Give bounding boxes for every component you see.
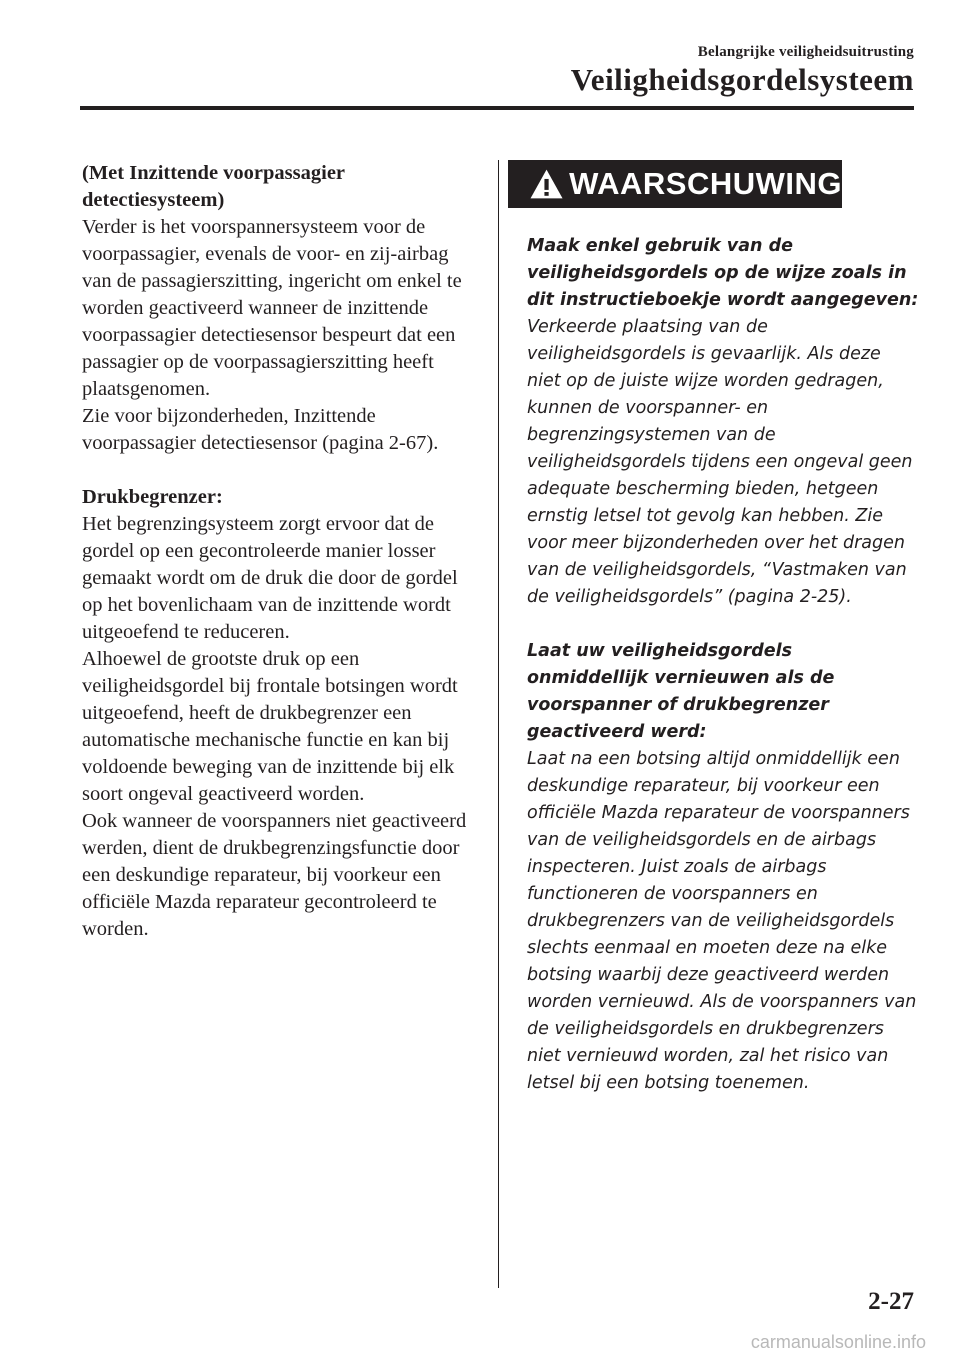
warning-label: WAARSCHUWING — [569, 166, 842, 201]
paragraph: Zie voor bijzonderheden, Inzittende voorpassagier detectiesensor (pagina 2-67). — [82, 405, 439, 454]
paragraph: Verder is het voorspannersysteem voor de voorpassagier, evenals de voor- en zij-airbag van de passagierszitting, ingericht om enkel te worden geactiveerd wanneer de inzittende voorpassagier detectiesensor bespeurt dat een passagier op de voorpassagierszitting heeft plaatsgenomen. — [82, 216, 462, 400]
paragraph: Ook wanneer de voorspanners niet geactiveerd werden, dient de drukbegrenzingsfunctie door een deskundige reparateur, bij voorkeur een officiële Mazda reparateur gecontroleerd te worden. — [82, 810, 467, 940]
warning-banner — [508, 160, 842, 208]
paragraph: Alhoewel de grootste druk op een veiligheidsgordel bij frontale botsingen wordt uitgeoefend, heeft de drukbegrenzer een automatische mechanische functie en kan bij voldoende beweging van de inzittende bij elk soort ongeval geactiveerd worden. — [82, 648, 458, 805]
warning-bold-text: Laat uw veiligheidsgordels onmiddellijk vernieuwen als de voorspanner of drukbegrenzer geactiveerd werd: — [527, 641, 835, 742]
warning-text: Laat na een botsing altijd onmiddellijk een deskundige reparateur, bij voorkeur een officiële Mazda reparateur de voorspanners van de veiligheidsgordels en de airbags inspecteren. Juist zoals de airbags functioneren de voorspanners en drukbegrenzers van de veiligheidsgordels slechts eenmaal en moeten deze na elke botsing waarbij deze geactiveerd werden worden vernieuwd. Als de voorspanners van de veiligheidsgordels en drukbegrenzers niet vernieuwd worden, zal het risico van letsel bij een botsing toenemen. — [527, 749, 917, 1093]
warning-content — [527, 233, 919, 1097]
subheading-passenger-detection: (Met Inzittende voorpassagier detectiesysteem) — [82, 162, 345, 211]
page-number: 2-27 — [868, 1288, 914, 1315]
warning-text: Verkeerde plaatsing van de veiligheidsgordels is gevaarlijk. Als deze niet op de juiste wijze worden gedragen, kunnen de voorspanner- en begrenzingsystemen van de veiligheidsgordels tijdens een ongeval geen adequate bescherming bieden, hetgeen ernstig letsel tot gevolg kan hebben. Zie voor meer bijzonderheden over het dragen van de veiligheidsgordels, “Vastmaken van de veiligheidsgordels” (pagina 2-25). — [527, 317, 913, 607]
subheading-load-limiter: Drukbegrenzer: — [82, 486, 223, 508]
warning-bold-text: Maak enkel gebruik van de veiligheidsgordels op de wijze zoals in dit instructieboekje wordt aangegeven: — [527, 236, 919, 310]
page-title: Veiligheidsgordelsysteem — [570, 62, 914, 97]
left-column — [82, 160, 474, 943]
header-divider — [80, 106, 914, 110]
column-divider — [498, 160, 499, 1288]
watermark: carmanualsonline.info — [750, 1332, 926, 1352]
warning-triangle-icon — [528, 164, 565, 204]
section-title: Belangrijke veiligheidsuitrusting — [697, 44, 914, 60]
paragraph: Het begrenzingsysteem zorgt ervoor dat de gordel op een gecontroleerde manier losser gemaakt wordt om de druk die door de gordel op het bovenlichaam van de inzittende wordt uitgeoefend te reduceren. — [82, 513, 458, 643]
